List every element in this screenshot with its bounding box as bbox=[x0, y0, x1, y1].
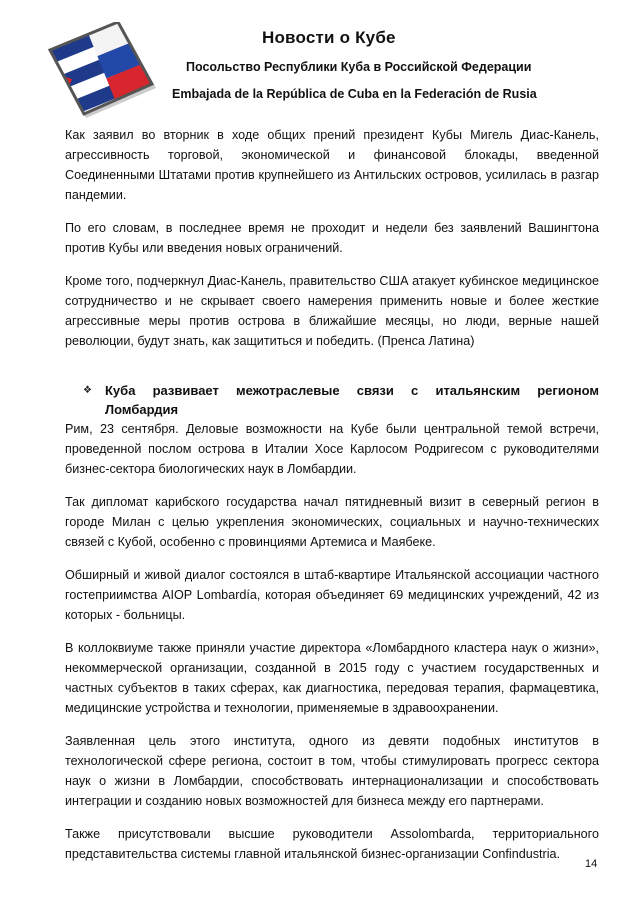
embassy-name-ru: Посольство Республики Куба в Российской Федерации bbox=[186, 60, 532, 74]
paragraph: Кроме того, подчеркнул Диас-Канель, правительство США атакует кубинское медицинское сотрудничество и не скрывает своего намерения применить новые и более жесткие агрессивные меры против острова в ближайшие месяцы, но люди, верные нашей революции, будут знать, как защититься и победить. (Пренса Латина) bbox=[65, 274, 599, 348]
section-title-line-2: Ломбардия bbox=[105, 402, 179, 417]
paragraph: Рим, 23 сентября. Деловые возможности на Кубе были центральной темой встречи, проведенной послом острова в Италии Хосе Карлосом Родригесом с руководителями бизнес-сектора биологических наук в Ломбардии. bbox=[65, 422, 599, 476]
section-title-line-1: Куба развивает межотраслевые связи с итальянским регионом bbox=[105, 383, 599, 398]
paragraph: По его словам, в последнее время не проходит и недели без заявлений Вашингтона против Кубы или введения новых ограничений. bbox=[65, 221, 599, 255]
cuba-russia-flags-icon bbox=[40, 22, 160, 118]
paragraph: Также присутствовали высшие руководители Assolombarda, территориального представительства системы главной итальянской бизнес-организации Confindustria. bbox=[65, 827, 599, 861]
article-body bbox=[65, 125, 599, 877]
paragraph: В коллоквиуме также приняли участие директора «Ломбардного кластера наук о жизни», некоммерческой организации, созданной в 2015 году с участием государственных и частных субъектов в таких сферах, как диагностика, передовая терапия, фармацевтика, медицинские устройства и технологии, применяемые в здравоохранении. bbox=[65, 641, 599, 715]
diamond-bullet-icon: ❖ bbox=[83, 385, 92, 396]
paragraph: Как заявил во вторник в ходе общих прений президент Кубы Мигель Диас-Канель, агрессивность торговой, экономической и финансовой блокады, введенной Соединенными Штатами против крупнейшего из Антильских островов, усилилась в разгар пандемии. bbox=[65, 128, 599, 202]
paragraph: Так дипломат карибского государства начал пятидневный визит в северный регион в городе Милан с целью укрепления экономических, социальных и научно-технических связей с Кубой, особенно с провинциями Артемиса и Маябеке. bbox=[65, 495, 599, 549]
embassy-name-es: Embajada de la República de Cuba en la Federación de Rusia bbox=[172, 87, 537, 101]
section-title bbox=[105, 381, 599, 419]
paragraph: Обширный и живой диалог состоялся в штаб-квартире Итальянской ассоциации частного гостеприимства AIOP Lombardía, которая объединяет 69 медицинских учреждений, 42 из которых - больницы. bbox=[65, 568, 599, 622]
paragraph: Заявленная цель этого института, одного из девяти подобных институтов в технологической сфере региона, состоит в том, чтобы стимулировать прогресс сектора наук о жизни в Ломбардии, способствовать интернационализации и способствовать интеграции и созданию новых возможностей для бизнеса между его партнерами. bbox=[65, 734, 599, 808]
section-heading bbox=[65, 381, 599, 419]
page-number: 14 bbox=[585, 858, 598, 870]
page-title: Новости о Кубе bbox=[262, 28, 396, 47]
